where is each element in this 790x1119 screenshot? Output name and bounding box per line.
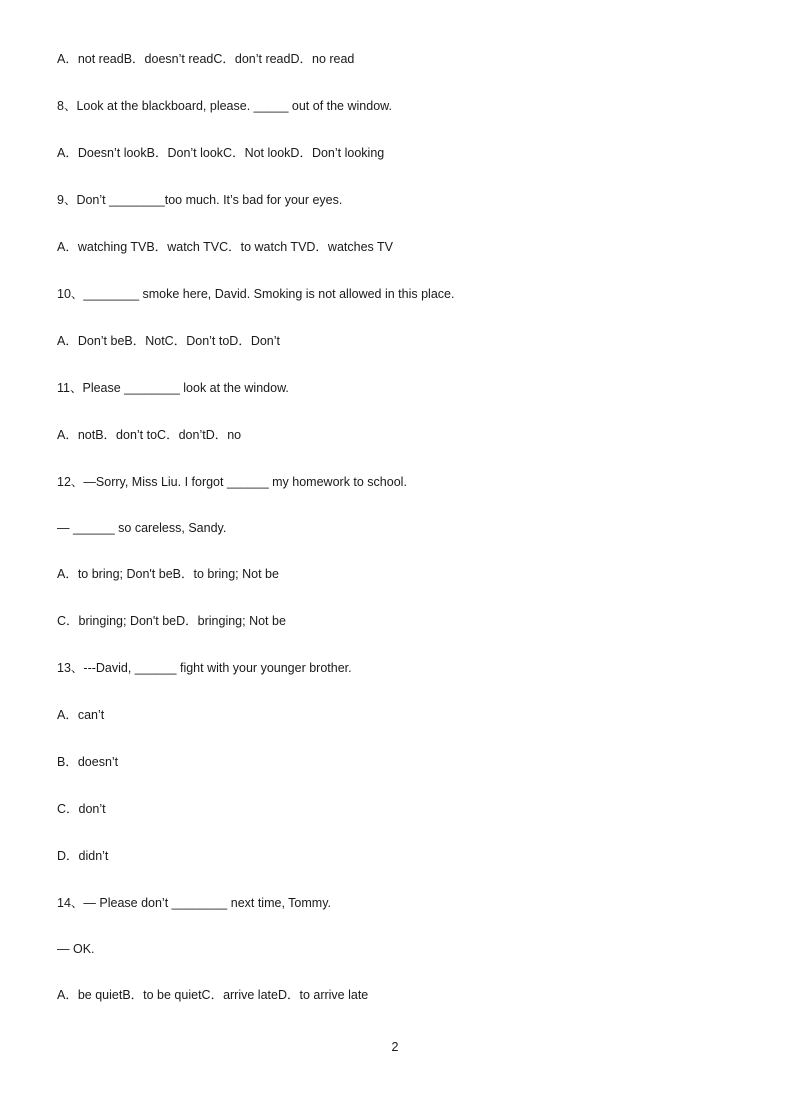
q11-options: A．notB．don’t toC．don’tD．no [57, 428, 242, 442]
q14-question: 14、— Please don’t ________ next time, Tommy. [57, 896, 331, 910]
q13-question: 13、---David, ______ fight with your younger brother. [57, 661, 352, 675]
q13-option-b: B．doesn’t [57, 755, 119, 769]
q12-options-ab: A．to bring; Don't beB．to bring; Not be [57, 567, 279, 581]
q13-option-a: A．can’t [57, 708, 105, 722]
q13-option-d: D．didn’t [57, 849, 109, 863]
q9-question: 9、Don’t ________too much. It’s bad for your eyes. [57, 193, 343, 207]
q8-options: A．Doesn’t lookB．Don’t lookC．Not lookD．Don’t looking [57, 146, 385, 160]
q12-question: 12、—Sorry, Miss Liu. I forgot ______ my homework to school. [57, 475, 407, 489]
q8-question: 8、Look at the blackboard, please. _____ out of the window. [57, 99, 392, 113]
q10-question: 10、________ smoke here, David. Smoking is not allowed in this place. [57, 287, 455, 301]
q12-options-cd: C．bringing; Don't beD．bringing; Not be [57, 614, 286, 628]
q14-options: A．be quietB．to be quietC．arrive lateD．to arrive late [57, 988, 369, 1002]
q7-options: A．not readB．doesn’t readC．don’t readD．no read [57, 52, 355, 66]
q10-options: A．Don’t beB．NotC．Don’t toD．Don’t [57, 334, 280, 348]
q9-options: A．watching TVB．watch TVC．to watch TVD．watches TV [57, 240, 394, 254]
q11-question: 11、Please ________ look at the window. [57, 381, 289, 395]
page-number: 2 [391, 1040, 399, 1054]
q13-option-c: C．don’t [57, 802, 106, 816]
q14-reply: — OK. [57, 942, 95, 956]
q12-reply: — ______ so careless, Sandy. [57, 521, 227, 535]
